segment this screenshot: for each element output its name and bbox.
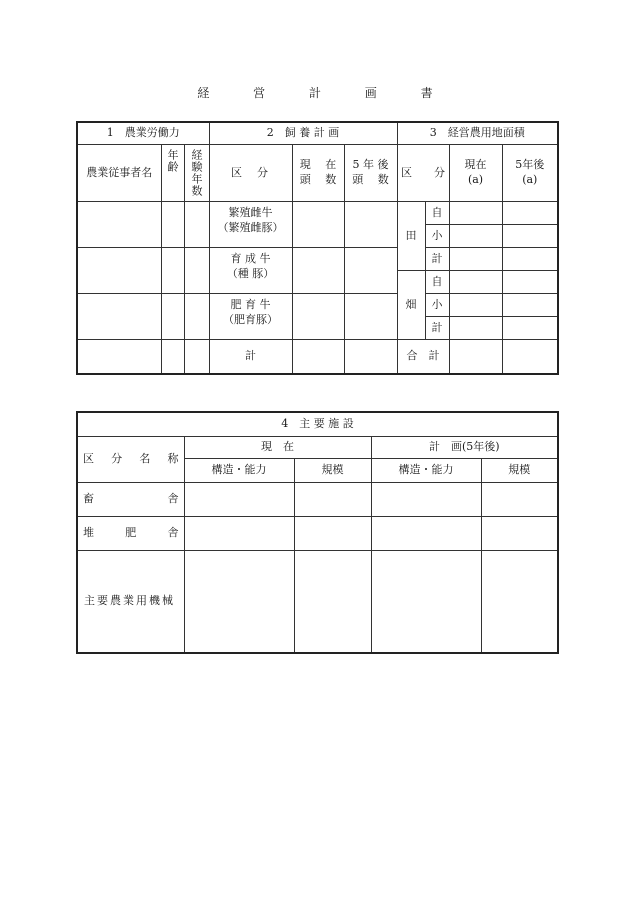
col-current-scale: 規模 — [294, 458, 371, 482]
growing-future-cell[interactable] — [344, 248, 397, 294]
upland-tenant-label: 小 — [425, 294, 449, 317]
main-facilities-table — [76, 411, 559, 654]
feeding-total-future[interactable] — [344, 340, 397, 374]
worker-experience-cell[interactable] — [184, 294, 209, 340]
barn-plan-structure[interactable] — [371, 482, 481, 516]
paddy-total-current[interactable] — [449, 248, 502, 271]
land-grand-total-current[interactable] — [449, 340, 502, 374]
upland-label: 畑 — [397, 271, 425, 340]
worker-experience-cell[interactable] — [184, 202, 209, 248]
col-future-heads: 5 年 後 頭 数 — [344, 144, 397, 202]
worker-experience-cell[interactable] — [184, 340, 209, 374]
growing-current-cell[interactable] — [292, 248, 344, 294]
col-land-future: 5年後 (a) — [502, 144, 558, 202]
paddy-total-label: 計 — [425, 248, 449, 271]
worker-age-cell[interactable] — [161, 294, 184, 340]
worker-name-cell[interactable] — [77, 202, 161, 248]
col-worker-name: 農業従事者名 — [77, 144, 161, 202]
feeding-total-label: 計 — [209, 340, 292, 374]
machinery-plan-structure[interactable] — [371, 550, 481, 653]
feeding-total-current[interactable] — [292, 340, 344, 374]
facilities-header: 4 主 要 施 設 — [77, 412, 558, 436]
upland-own-current[interactable] — [449, 271, 502, 294]
compost-current-scale[interactable] — [294, 516, 371, 550]
col-plan-structure: 構造・能力 — [371, 458, 481, 482]
barn-plan-scale[interactable] — [481, 482, 558, 516]
upland-total-current[interactable] — [449, 317, 502, 340]
col-current-heads: 現 在 頭 数 — [292, 144, 344, 202]
col-land-category: 区 分 — [397, 144, 449, 202]
machinery-plan-scale[interactable] — [481, 550, 558, 653]
feeding-row-breeding: 繁殖雌牛 （繁殖雌豚） — [209, 202, 292, 248]
upland-own-future[interactable] — [502, 271, 558, 294]
land-grand-total-future[interactable] — [502, 340, 558, 374]
col-current-structure: 構造・能力 — [184, 458, 294, 482]
col-plan: 計 画(5年後) — [371, 436, 558, 458]
col-facility-name: 区 分 名 称 — [77, 436, 184, 482]
compost-plan-scale[interactable] — [481, 516, 558, 550]
facility-row-barn: 畜 舎 — [77, 482, 184, 516]
machinery-current-structure[interactable] — [184, 550, 294, 653]
paddy-tenant-current[interactable] — [449, 225, 502, 248]
worker-experience-cell[interactable] — [184, 248, 209, 294]
fattening-future-cell[interactable] — [344, 294, 397, 340]
worker-name-cell[interactable] — [77, 248, 161, 294]
management-plan-table — [76, 121, 559, 375]
compost-current-structure[interactable] — [184, 516, 294, 550]
upland-tenant-current[interactable] — [449, 294, 502, 317]
paddy-tenant-future[interactable] — [502, 225, 558, 248]
worker-age-cell[interactable] — [161, 340, 184, 374]
upland-tenant-future[interactable] — [502, 294, 558, 317]
machinery-current-scale[interactable] — [294, 550, 371, 653]
worker-name-cell[interactable] — [77, 294, 161, 340]
labor-header: 1 農業労働力 — [77, 122, 209, 144]
breeding-future-cell[interactable] — [344, 202, 397, 248]
facility-row-compost-shed: 堆 肥 舎 — [77, 516, 184, 550]
paddy-own-label: 自 — [425, 202, 449, 225]
compost-plan-structure[interactable] — [371, 516, 481, 550]
upland-total-label: 計 — [425, 317, 449, 340]
col-plan-scale: 規模 — [481, 458, 558, 482]
col-experience-years: 経験年数 — [184, 144, 209, 202]
worker-age-cell[interactable] — [161, 202, 184, 248]
land-header: 3 経営農用地面積 — [397, 122, 558, 144]
feeding-header: 2 飼 養 計 画 — [209, 122, 397, 144]
upland-own-label: 自 — [425, 271, 449, 294]
worker-age-cell[interactable] — [161, 248, 184, 294]
facility-row-machinery: 主要農業用機械 — [77, 550, 184, 653]
col-land-current: 現在 (a) — [449, 144, 502, 202]
upland-total-future[interactable] — [502, 317, 558, 340]
col-age: 年齢 — [161, 144, 184, 202]
paddy-tenant-label: 小 — [425, 225, 449, 248]
fattening-current-cell[interactable] — [292, 294, 344, 340]
paddy-total-future[interactable] — [502, 248, 558, 271]
land-grand-total-label: 合 計 — [397, 340, 449, 374]
paddy-label: 田 — [397, 202, 425, 271]
col-feeding-category: 区 分 — [209, 144, 292, 202]
feeding-row-fattening: 肥 育 牛 （肥育豚） — [209, 294, 292, 340]
paddy-own-future[interactable] — [502, 202, 558, 225]
worker-name-cell[interactable] — [77, 340, 161, 374]
col-current: 現 在 — [184, 436, 371, 458]
page-title: 経 営 計 画 書 — [197, 86, 453, 100]
paddy-own-current[interactable] — [449, 202, 502, 225]
barn-current-structure[interactable] — [184, 482, 294, 516]
barn-current-scale[interactable] — [294, 482, 371, 516]
feeding-row-growing: 育 成 牛 （種 豚） — [209, 248, 292, 294]
breeding-current-cell[interactable] — [292, 202, 344, 248]
